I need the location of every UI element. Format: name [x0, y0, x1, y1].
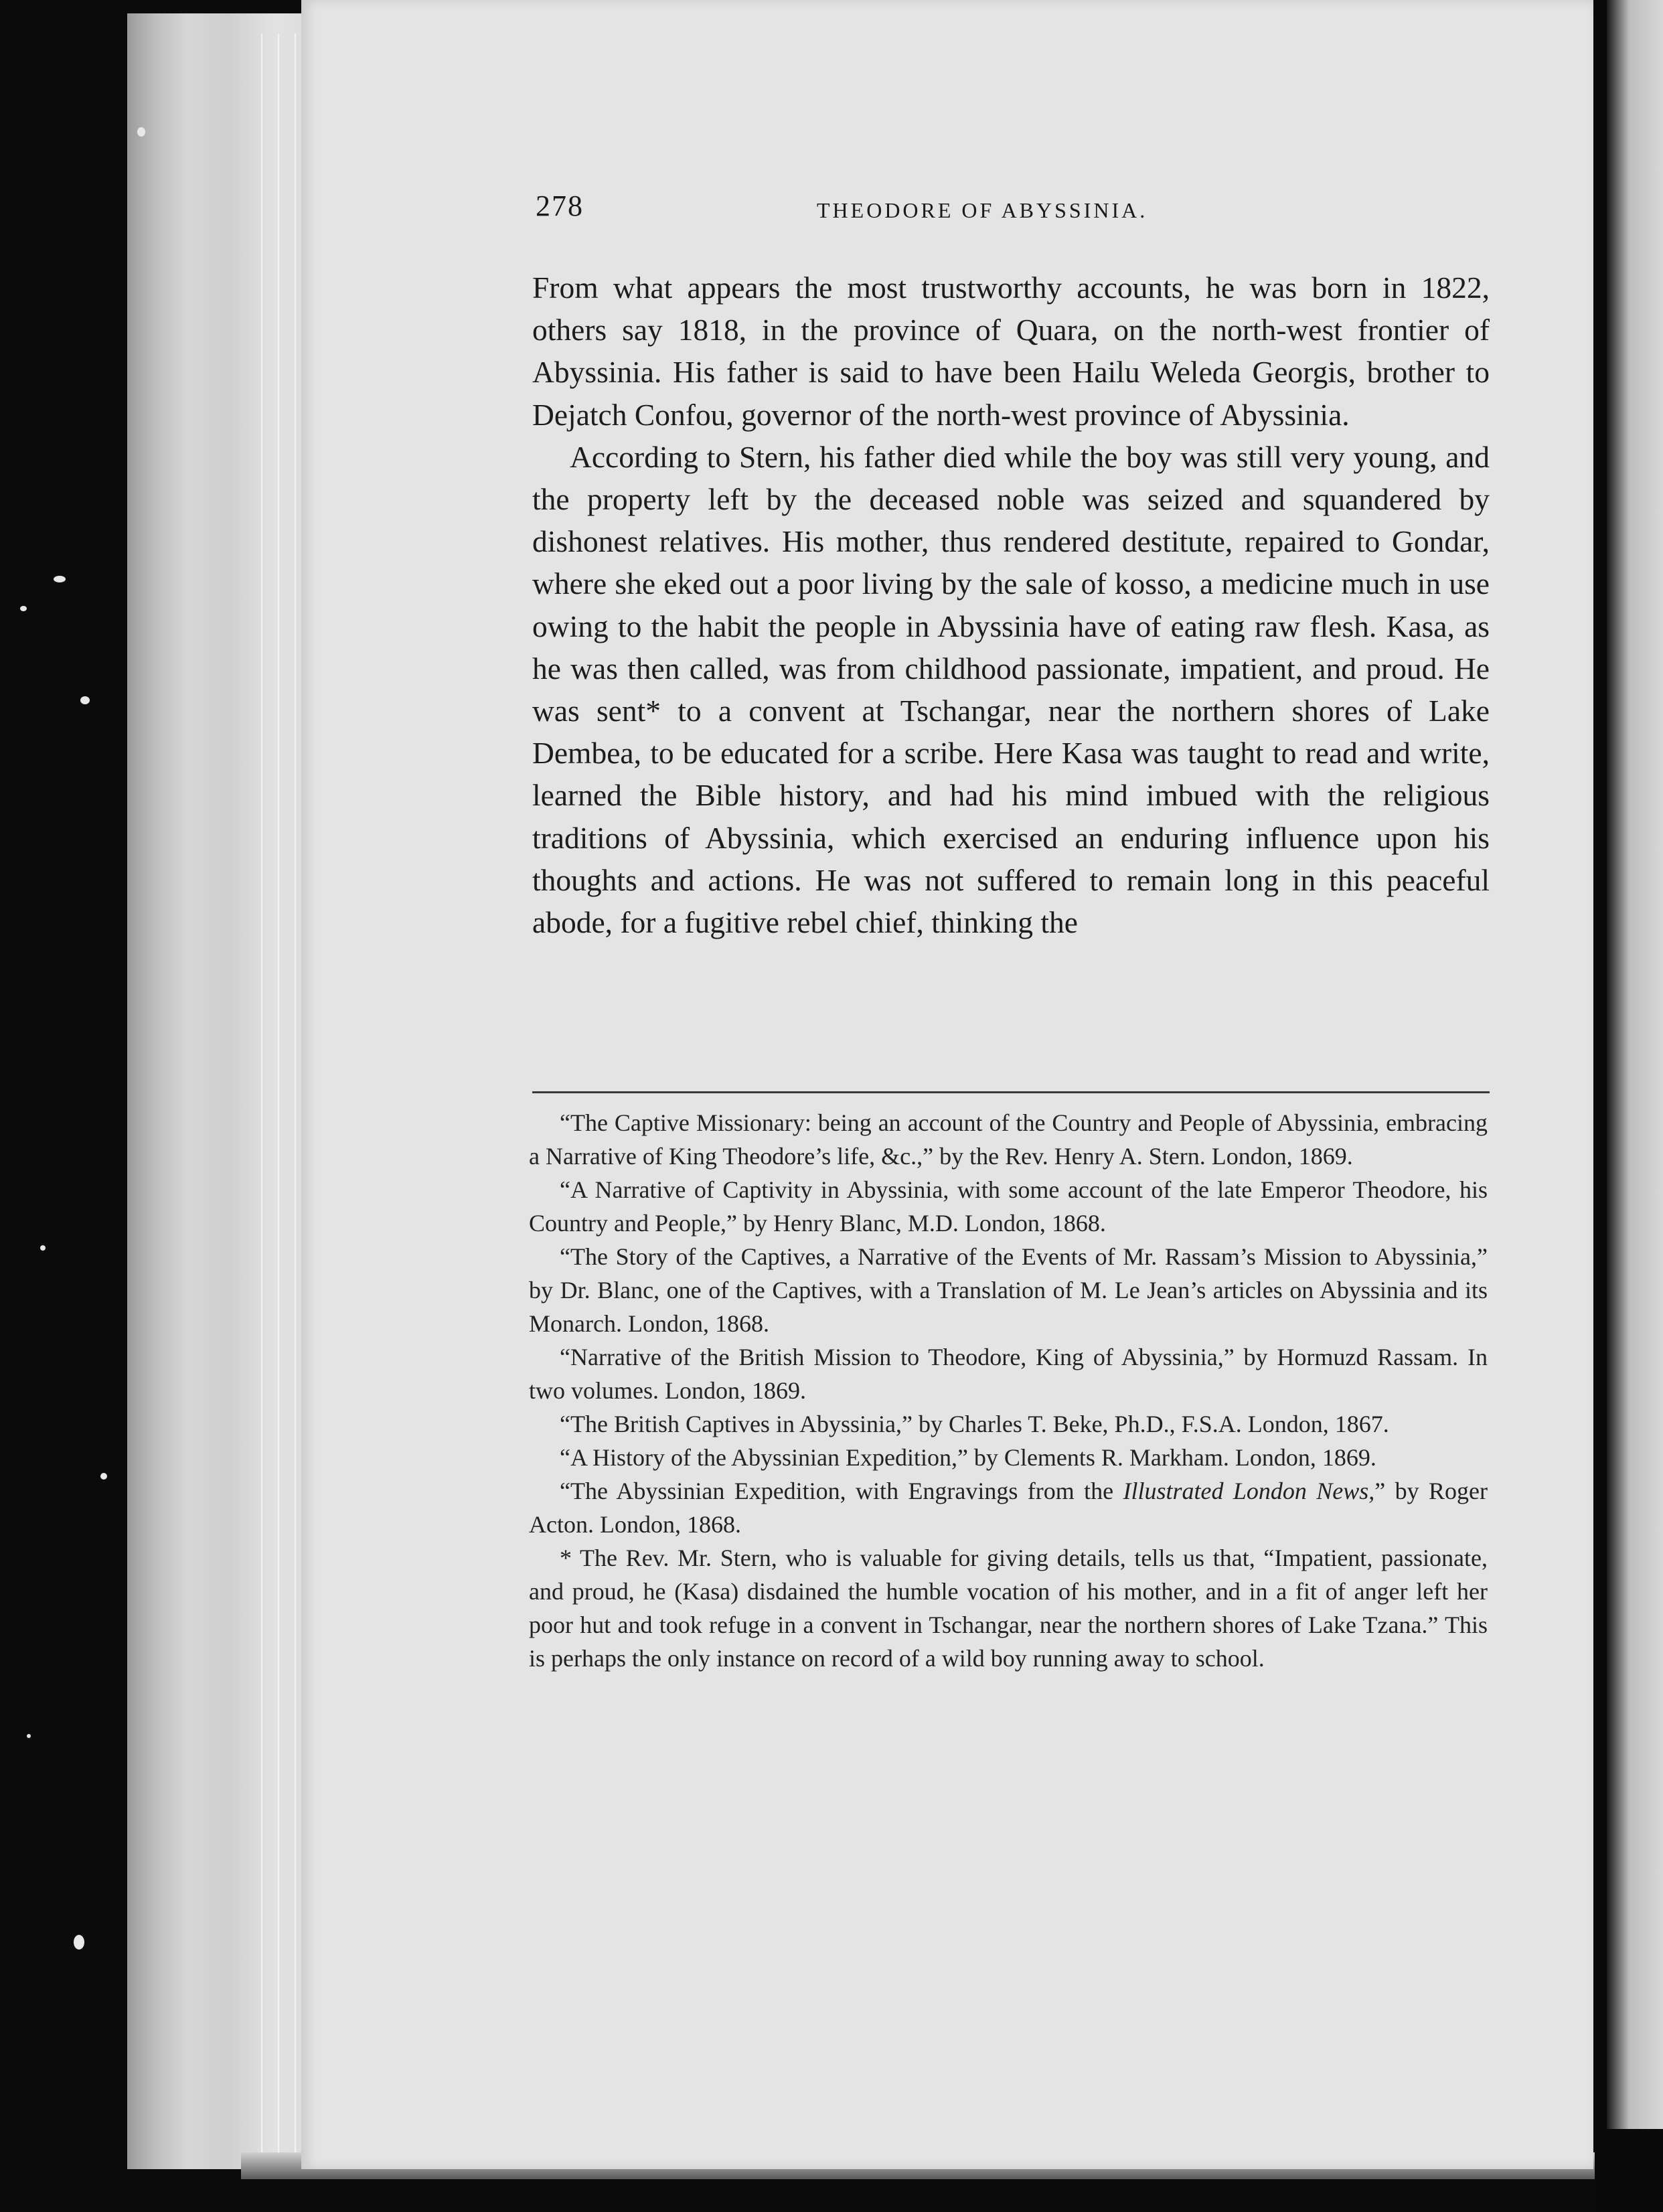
leaf-line	[278, 33, 279, 2162]
footnote: “Narrative of the British Mission to Theodore, King of Abyssinia,” by Hormuzd Rassam. In two volumes. London, 1869.	[529, 1344, 1488, 1404]
facing-page-edge	[1607, 0, 1663, 2129]
scan-speck	[100, 1473, 107, 1480]
footnote-text: “The Abyssinian Expedition, with Engravings from the	[560, 1478, 1123, 1504]
footnote: “A History of the Abyssinian Expedition,” by Clements R. Markham. London, 1869.	[560, 1444, 1376, 1471]
footnote: “A Narrative of Captivity in Abyssinia, with some account of the late Emperor Theodore, his Country and People,” by Henry Blanc, M.D. London, 1868.	[529, 1176, 1488, 1237]
footnote: “The Story of the Captives, a Narrative of the Events of Mr. Rassam’s Mission to Abyssinia,” by Dr. Blanc, one of the Captives, with a Translation of M. Le Jean’s articles on Abyssinia and its Monarch. London, 1868.	[529, 1243, 1488, 1337]
scan-speck	[27, 1734, 31, 1738]
leaf-line	[295, 33, 296, 2162]
scan-speck	[80, 696, 90, 704]
footnote: “The British Captives in Abyssinia,” by Charles T. Beke, Ph.D., F.S.A. London, 1867.	[560, 1411, 1389, 1437]
page-number: 278	[536, 189, 584, 222]
page-header	[536, 189, 1486, 229]
page-edge-stack	[127, 13, 328, 2169]
footnote: “The Captive Missionary: being an account of the Country and People of Abyssinia, embracing a Narrative of King Theodore’s life, &c.,” by the Rev. Henry A. Stern. London, 1869.	[529, 1109, 1488, 1170]
body-paragraph: According to Stern, his father died while the boy was still very young, and the property left by the deceased noble was seized and squandered by dishonest relatives. His mother, thus rendered destitute, repaired to Gondar, where she eked out a poor living by the sale of kosso, a medicine much in use owing to the habit the people in Abyssinia have of eating raw flesh. Kasa, as he was then called, was from childhood passionate, impatient, and proud. He was sent* to a convent at Tschangar, near the northern shores of Lake Dembea, to be educated for a scribe. Here Kasa was taught to read and write, learned the Bible history, and had his mind imbued with the religious traditions of Abyssinia, which exercised an enduring influence upon his thoughts and actions. He was not suffered to remain long in this peaceful abode, for a fugitive rebel chief, thinking the	[532, 439, 1490, 940]
scan-speck	[40, 1245, 46, 1251]
leaf-line	[261, 33, 262, 2162]
body-text	[532, 266, 1490, 943]
scan-speck	[74, 1935, 84, 1950]
footnote-illustrated	[529, 1474, 1488, 1541]
footnote-italic-title: Illustrated London News,	[1123, 1478, 1375, 1504]
running-head: THEODORE OF ABYSSINIA.	[817, 198, 1148, 222]
body-paragraph: From what appears the most trustworthy accounts, he was born in 1822, others say 1818, in the province of Quara, on the north-west frontier of Abyssinia. His father is said to have been Hailu Weleda Georgis, brother to Dejatch Confou, governor of the north-west province of Abyssinia.	[532, 270, 1490, 432]
scan-speck	[20, 606, 27, 611]
footnotes	[529, 1106, 1488, 1675]
scan-speck	[54, 576, 66, 582]
footnote-rule	[532, 1091, 1490, 1093]
scan-speck	[137, 127, 145, 137]
footnote-star: * The Rev. Mr. Stern, who is valuable for giving details, tells us that, “Impatient, passionate, and proud, he (Kasa) disdained the humble vocation of his mother, and in a fit of anger left her poor hut and took refuge in a convent in Tschangar, near the northern shores of Lake Tzana.” This is perhaps the only instance on record of a wild boy running away to school.	[529, 1545, 1488, 1672]
footnote-text: ” by Roger Acton. London, 1868.	[529, 1478, 1488, 1538]
